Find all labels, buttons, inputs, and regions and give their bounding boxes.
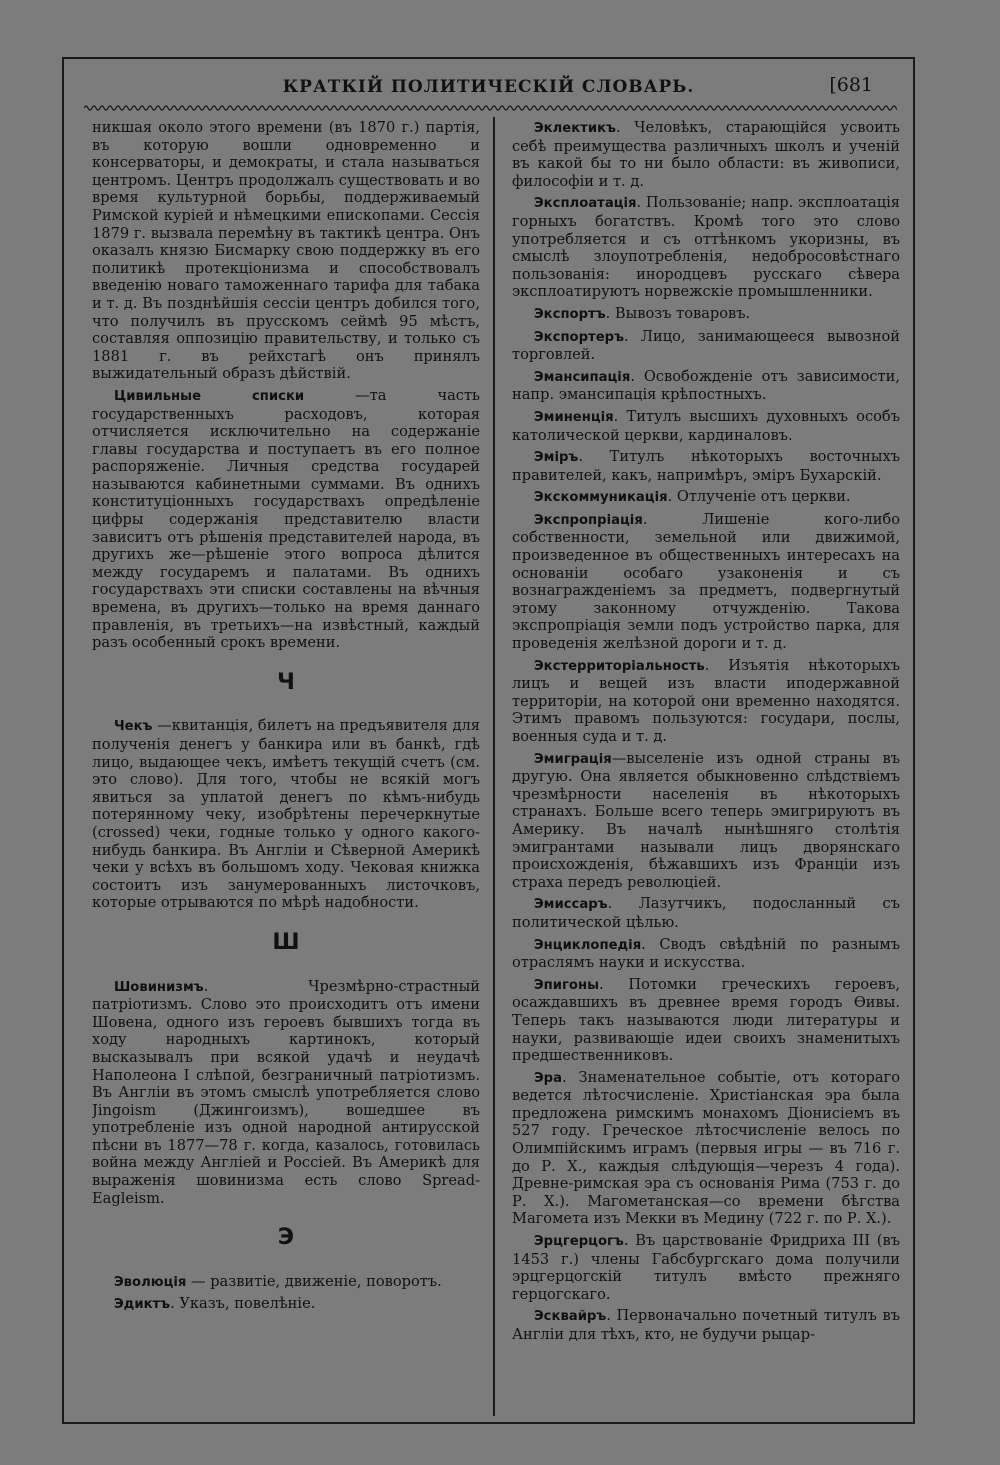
entry-definition: . Вывозъ товаровъ. <box>605 304 751 322</box>
dictionary-entry <box>512 976 900 1065</box>
entries-group-d <box>92 1273 480 1314</box>
entry-term: Эмиссаръ <box>534 897 608 913</box>
dictionary-entry <box>92 1295 480 1314</box>
entry-definition: . Указъ, повелѣніе. <box>170 1295 316 1313</box>
dictionary-entry <box>512 1307 900 1343</box>
dictionary-entry <box>92 717 480 912</box>
dictionary-entry <box>512 448 900 484</box>
column-divider <box>493 117 495 1416</box>
entry-definition: . Пользованіе; напр. эксплоатація горныхъ богатствъ. Кромѣ того это слово употребляется и съ оттѣнкомъ укоризны, въ смыслѣ злоупотребленія, недобросовѣстнаго пользованія: инородцевъ русскаго сѣвера эксплоатируютъ норвежскіе промышленники. <box>512 194 900 301</box>
running-header <box>64 73 913 103</box>
entry-term: Эпигоны <box>534 977 600 993</box>
entry-term: Эдиктъ <box>114 1297 171 1313</box>
dictionary-entry <box>512 936 900 972</box>
entry-term: Экспортъ <box>534 306 606 322</box>
entry-term: Эминенція <box>534 409 614 425</box>
entry-definition: —выселеніе изъ одной страны въ другую. Она является обыкновенно слѣдствіемъ чрезмѣрности населенія въ нѣкоторыхъ странахъ. Больше всего теперь эмигрируютъ въ Америку. Въ началѣ нынѣшняго столѣтія эмигрантами называли лицъ дворянскаго происхожденія, бѣжавшихъ изъ Франціи изъ страха передъ революціей. <box>512 749 900 891</box>
page-number: [681 <box>829 74 873 96</box>
entry-definition: . Человѣкъ, старающійся усвоить себѣ преимущества различныхъ школъ и ученій въ какой бы то ни было области: въ живописи, философіи и т. д. <box>512 119 900 190</box>
section-letter-ch: Ч <box>277 669 295 695</box>
entry-term: Эклектикъ <box>534 121 616 136</box>
entry-term: Эрцгерцогъ <box>534 1234 624 1250</box>
dictionary-entry <box>92 1273 480 1292</box>
entry-term: Энциклопедія <box>534 937 642 953</box>
dictionary-entry <box>512 119 900 190</box>
entry-term: Эміръ <box>534 450 579 466</box>
dictionary-entry <box>512 328 900 364</box>
entry-definition: . Отлученіе отъ церкви. <box>667 488 851 506</box>
entry-term: Чекъ <box>114 719 153 735</box>
entry-definition: . Лицо, занимающееся вывозной торговлей. <box>512 327 900 364</box>
entry-term: Экспропріація <box>534 512 643 528</box>
dictionary-entry <box>92 978 480 1208</box>
dictionary-entry <box>512 194 900 301</box>
entry-definition: . Первоначально почетный титулъ въ Англіи для тѣхъ, кто, не будучи рыцар- <box>512 1307 900 1343</box>
entries-group-b <box>92 717 480 912</box>
dictionary-entry <box>512 511 900 653</box>
right-column <box>512 119 900 1414</box>
entry-definition: . Изъятія нѣкоторыхъ лицъ и вещей изъ власти иподержавной территоріи, на которой они временно находятся. Этимъ правомъ пользуются: государи, послы, военныя суда и т. д. <box>512 656 900 745</box>
entry-definition: . Знаменательное событіе, отъ котораго ведется лѣтосчисленіе. Христіанская эра была предложена римскимъ монахомъ Діонисіемъ въ 527 году. Греческое лѣтосчисленіе велось по Олимпійскимъ играмъ (первыя игры — въ 716 г. до Р. Х., каждыя слѣдующія—черезъ 4 года). Древне-римская эра съ основанія Рима (753 г. до Р. Х.). Магометанская—со времени бѣгства Магомета изъ Мекки въ Медину (722 г. по Р. Х.). <box>512 1068 900 1228</box>
dictionary-entry <box>512 1232 900 1303</box>
entries-group-c <box>92 978 480 1208</box>
book-page <box>62 57 915 1424</box>
entry-term: Эсквайръ <box>534 1309 607 1325</box>
entry-term: Эмансипація <box>534 369 631 385</box>
entries-group-right <box>512 119 900 1344</box>
entry-definition: . Сводъ свѣдѣній по разнымъ отраслямъ науки и искусства. <box>512 935 900 972</box>
dictionary-entry <box>512 657 900 746</box>
entry-definition: . Титулъ высшихъ духовныхъ особъ католической церкви, кардиналовъ. <box>512 407 900 444</box>
page-title: КРАТКІЙ ПОЛИТИЧЕСКІЙ СЛОВАРЬ. <box>282 77 695 97</box>
dictionary-entry <box>512 1069 900 1228</box>
entry-definition: . Лазутчикъ, подосланный съ политической цѣлью. <box>512 895 900 931</box>
dictionary-entry <box>92 387 480 652</box>
entry-term: Шовинизмъ <box>114 979 204 995</box>
entry-definition: — развитіе, движеніе, поворотъ. <box>186 1272 442 1290</box>
entry-definition: . Титулъ нѣкоторыхъ восточныхъ правителей, какъ, напримѣръ, эміръ Бухарскій. <box>512 448 900 484</box>
wavy-rule <box>84 103 897 113</box>
dictionary-entry <box>512 305 900 324</box>
dictionary-entry <box>512 750 900 892</box>
entry-term: Цивильные списки <box>114 388 305 404</box>
section-letter-sh: Ш <box>272 929 300 955</box>
entry-term: Экскоммуникація <box>534 490 668 506</box>
entry-definition: . Лишеніе кого-либо собственности, земельной или движимой, произведенное въ общественныхъ интересахъ на основаніи особаго узаконенія и съ вознагражденіемъ за предметъ, подвергнутый этому законному отчужденію. Такова экспропріація земли подъ устройство парка, для проведенія желѣзной дороги и т. д. <box>512 510 900 653</box>
entry-definition: . Чрезмѣрно-страстный патріотизмъ. Слово это происходитъ отъ имени Шовена, одного изъ героевъ бывшихъ тогда въ ходу народныхъ картинокъ, который высказывалъ при всякой удачѣ и неудачѣ Наполеона I слѣпой, безграничный патріотизмъ. Въ Англіи въ этомъ смыслѣ употребляется слово Jingoism (Джингоизмъ), вошедшее въ употребленіе изъ одной народной антирусской пѣсни въ 1877—78 г. когда, казалось, готовилась война между Англіей и Россіей. Въ Америкѣ для выраженія шовинизма есть слово Spread-Eagleism. <box>92 977 480 1207</box>
section-letter-e: Э <box>277 1225 295 1251</box>
entry-term: Экспортеръ <box>534 329 624 345</box>
left-column <box>92 119 480 1414</box>
entry-definition: . Въ царствованіе Фридриха III (въ 1453 г.) члены Габсбургскаго дома получили эрцгерцогскій титулъ вмѣсто прежняго герцогскаго. <box>512 1232 900 1303</box>
entry-term: Эксплоатація <box>534 196 637 212</box>
entry-definition: —квитанція, билетъ на предъявителя для полученія денегъ у банкира или въ банкѣ, гдѣ лицо, выдающее чекъ, имѣетъ текущій счетъ (см. это слово). Для того, чтобы не всякій могъ явиться за уплатой денегъ по кѣмъ-нибудь потерянному чеку, изобрѣтены перечеркнутые (crossed) чеки, годные только у одного какого-нибудь банкира. Въ Англіи и Сѣверной Америкѣ чеки у всѣхъ въ большомъ ходу. Чековая книжка состоитъ изъ занумерованныхъ листочковъ, которые отрываются по мѣрѣ надобности. <box>92 717 480 912</box>
entry-definition: . Потомки греческихъ героевъ, осаждавшихъ въ древнее время городъ Өивы. Теперь такъ называются люди литературы и науки, развивающіе идеи своихъ знаменитыхъ предшественниковъ. <box>512 975 900 1065</box>
dictionary-entry <box>512 408 900 444</box>
entry-definition: —та часть государственныхъ расходовъ, которая отчисляется исключительно на содержаніе главы государства и поступаетъ въ его полное распоряженіе. Личныя средства государей называются кабинетными суммами. Въ однихъ конституціонныхъ государствахъ опредѣленіе цифры содержанія представителю власти зависитъ отъ рѣшенія представителей народа, въ другихъ же—рѣшеніе этого вопроса дѣлится между государемъ и палатами. Въ однихъ государствахъ эти списки составлены на вѣчныя времена, въ другихъ—только на время даннаго правленія, въ третьихъ—на извѣстный, каждый разъ особенный срокъ времени. <box>92 386 480 652</box>
entry-term: Экстерриторіальность <box>534 658 705 674</box>
entry-term: Эволюція <box>114 1274 187 1290</box>
dictionary-entry <box>512 895 900 931</box>
entry-definition: . Освобожденіе отъ зависимости, напр. эмансипація крѣпостныхъ. <box>512 367 900 404</box>
dictionary-entry <box>512 368 900 404</box>
entry-term: Эмиграція <box>534 751 612 767</box>
dictionary-entry <box>512 488 900 507</box>
continuation-text: никшая около этого времени (въ 1870 г.) партія, въ которую вошли одновременно и консерваторы, и демократы, и стала называться центромъ. Центръ продолжалъ существовать и во время культурной борьбы, поддерживаемый Римской куріей и нѣмецкими епископами. Сессія 1879 г. вызвала перемѣну въ тактикѣ центра. Онъ оказалъ князю Бисмарку свою поддержку въ его политикѣ протекціонизма и способствовалъ введенію новаго таможеннаго тарифа для табака и т. д. Въ позднѣйшія сессіи центръ добился того, что получилъ въ прусскомъ сеймѣ 95 мѣстъ, составляя оппозицію правительству, и только съ 1881 г. въ рейхстагѣ онъ принялъ выжидательный образъ дѣйствій. <box>92 119 480 383</box>
entries-group-a <box>92 387 480 652</box>
entry-term: Эра <box>534 1070 563 1086</box>
